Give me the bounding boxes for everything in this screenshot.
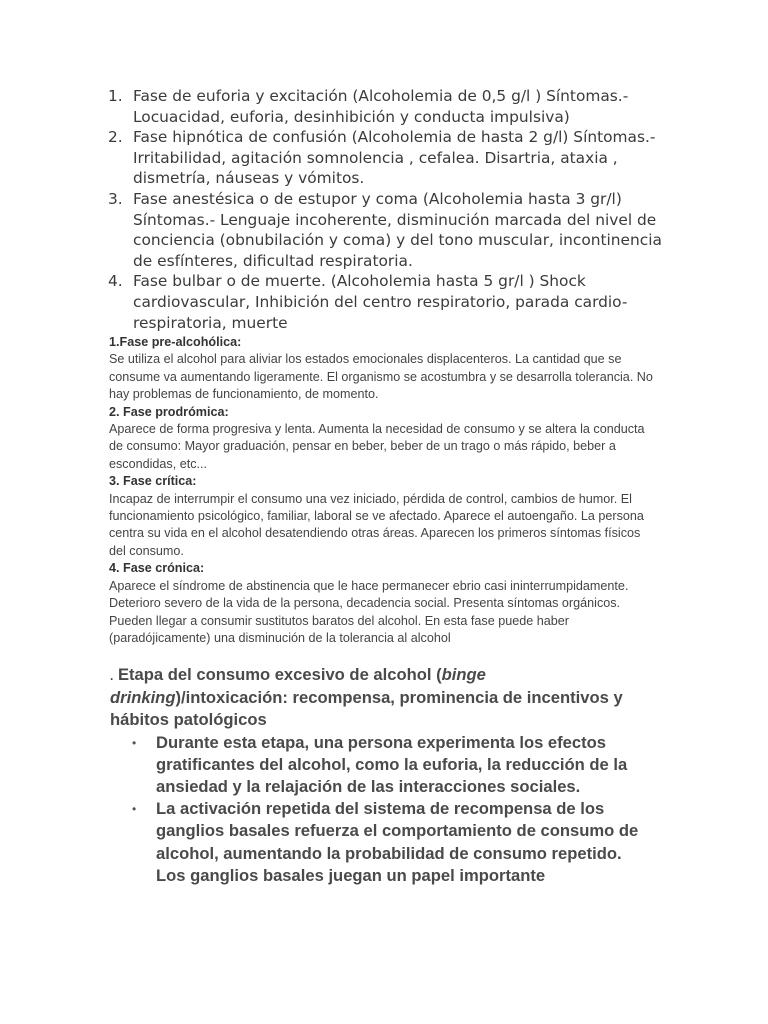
phase-text: Fase anestésica o de estupor y coma (Alcoholemia hasta 3 gr/l) Síntomas.- Lenguaje incoherente, disminución marcada del nivel de conciencia (obnubilación y coma) y del tono muscular, incontinencia de esfínteres, dificultad respiratoria. <box>133 189 662 270</box>
binge-drinking-section <box>110 664 655 887</box>
bullet-dot-icon: • <box>132 802 137 817</box>
bullet-list <box>110 732 655 887</box>
bullet-text: La activación repetida del sistema de recompensa de los ganglios basales refuerza el comportamiento de consumo de alcohol, aumentando la probabilidad de consumo repetido. Los ganglios basales juegan un papel importante <box>156 799 639 885</box>
heading-text-part: )/intoxicación: recompensa, prominencia de incentivos y hábitos patológicos <box>110 688 623 730</box>
phase-number: 4. <box>108 272 123 291</box>
phase-text: Fase bulbar o de muerte. (Alcoholemia hasta 5 gr/l ) Shock cardiovascular, Inhibición del centro respiratorio, parada cardio-respiratoria, muerte <box>133 272 628 332</box>
stage-title: 1.Fase pre-alcohólica: <box>109 335 242 349</box>
heading-lead-dot: . <box>110 669 114 683</box>
bullet-item <box>110 798 655 887</box>
stage-body: Se utiliza el alcohol para aliviar los estados emocionales displacenteros. La cantidad que se consume va aumentando ligeramente. El organismo se acostumbra y se desarrolla tolerancia. No hay problemas de funcionamiento, de momento. <box>109 352 653 402</box>
phase-item <box>108 189 668 271</box>
stage-title: 3. Fase crítica: <box>109 474 197 489</box>
phase-number: 1. <box>108 87 123 105</box>
stage-title: 2. Fase prodrómica: <box>109 404 229 419</box>
phase-number: 2. <box>108 128 123 147</box>
phase-item <box>108 86 668 127</box>
phase-item <box>108 127 668 189</box>
heading-italic-term: binge drinking <box>110 665 486 708</box>
stage-title: 4. Fase crónica: <box>109 561 205 576</box>
intoxication-phases-list <box>108 86 668 333</box>
bullet-item <box>110 732 655 799</box>
bullet-text: Durante esta etapa, una persona experimenta los efectos gratificantes del alcohol, como la euforia, la reducción de la ansiedad y la relajación de las interacciones sociales. <box>156 732 628 797</box>
phase-text: Fase de euforia y excitación (Alcoholemia de 0,5 g/l ) Síntomas.- Locuacidad, euforia, desinhibición y conducta impulsiva) <box>133 87 629 126</box>
stage-body: Incapaz de interrumpir el consumo una vez iniciado, pérdida de control, cambios de humor. El funcionamiento psicológico, familiar, laboral se ve afectado. Aparece el autoengaño. La persona centra su vida en el alcohol desatendiendo otras áreas. Aparecen los primeros síntomas físicos del consumo. <box>109 491 644 558</box>
stage-body: Aparece el síndrome de abstinencia que le hace permanecer ebrio casi ininterrumpidamente. Deterioro severo de la vida de la persona, decadencia social. Presenta síntomas orgánicos. Pueden llegar a consumir sustitutos baratos del alcohol. En esta fase puede haber (paradójicamente) una disminución de la tolerancia al alcohol <box>109 578 629 645</box>
stage-body: Aparece de forma progresiva y lenta. Aumenta la necesidad de consumo y se altera la conducta de consumo: Mayor graduación, pensar en beber, beber de un trago o más rápido, beber a escondidas, etc... <box>109 422 645 471</box>
bullet-dot-icon: • <box>132 735 137 750</box>
phase-item <box>108 271 668 333</box>
alcoholism-stages-section <box>109 334 654 647</box>
section-heading <box>110 664 655 732</box>
heading-text-part: Etapa del consumo excesivo de alcohol ( <box>113 665 442 684</box>
phase-number: 3. <box>108 189 123 208</box>
phase-text: Fase hipnótica de confusión (Alcoholemia de hasta 2 g/l) Síntomas.- Irritabilidad, agitación somnolencia , cefalea. Disartria, ataxia , dismetría, náuseas y vómitos. <box>133 128 656 188</box>
